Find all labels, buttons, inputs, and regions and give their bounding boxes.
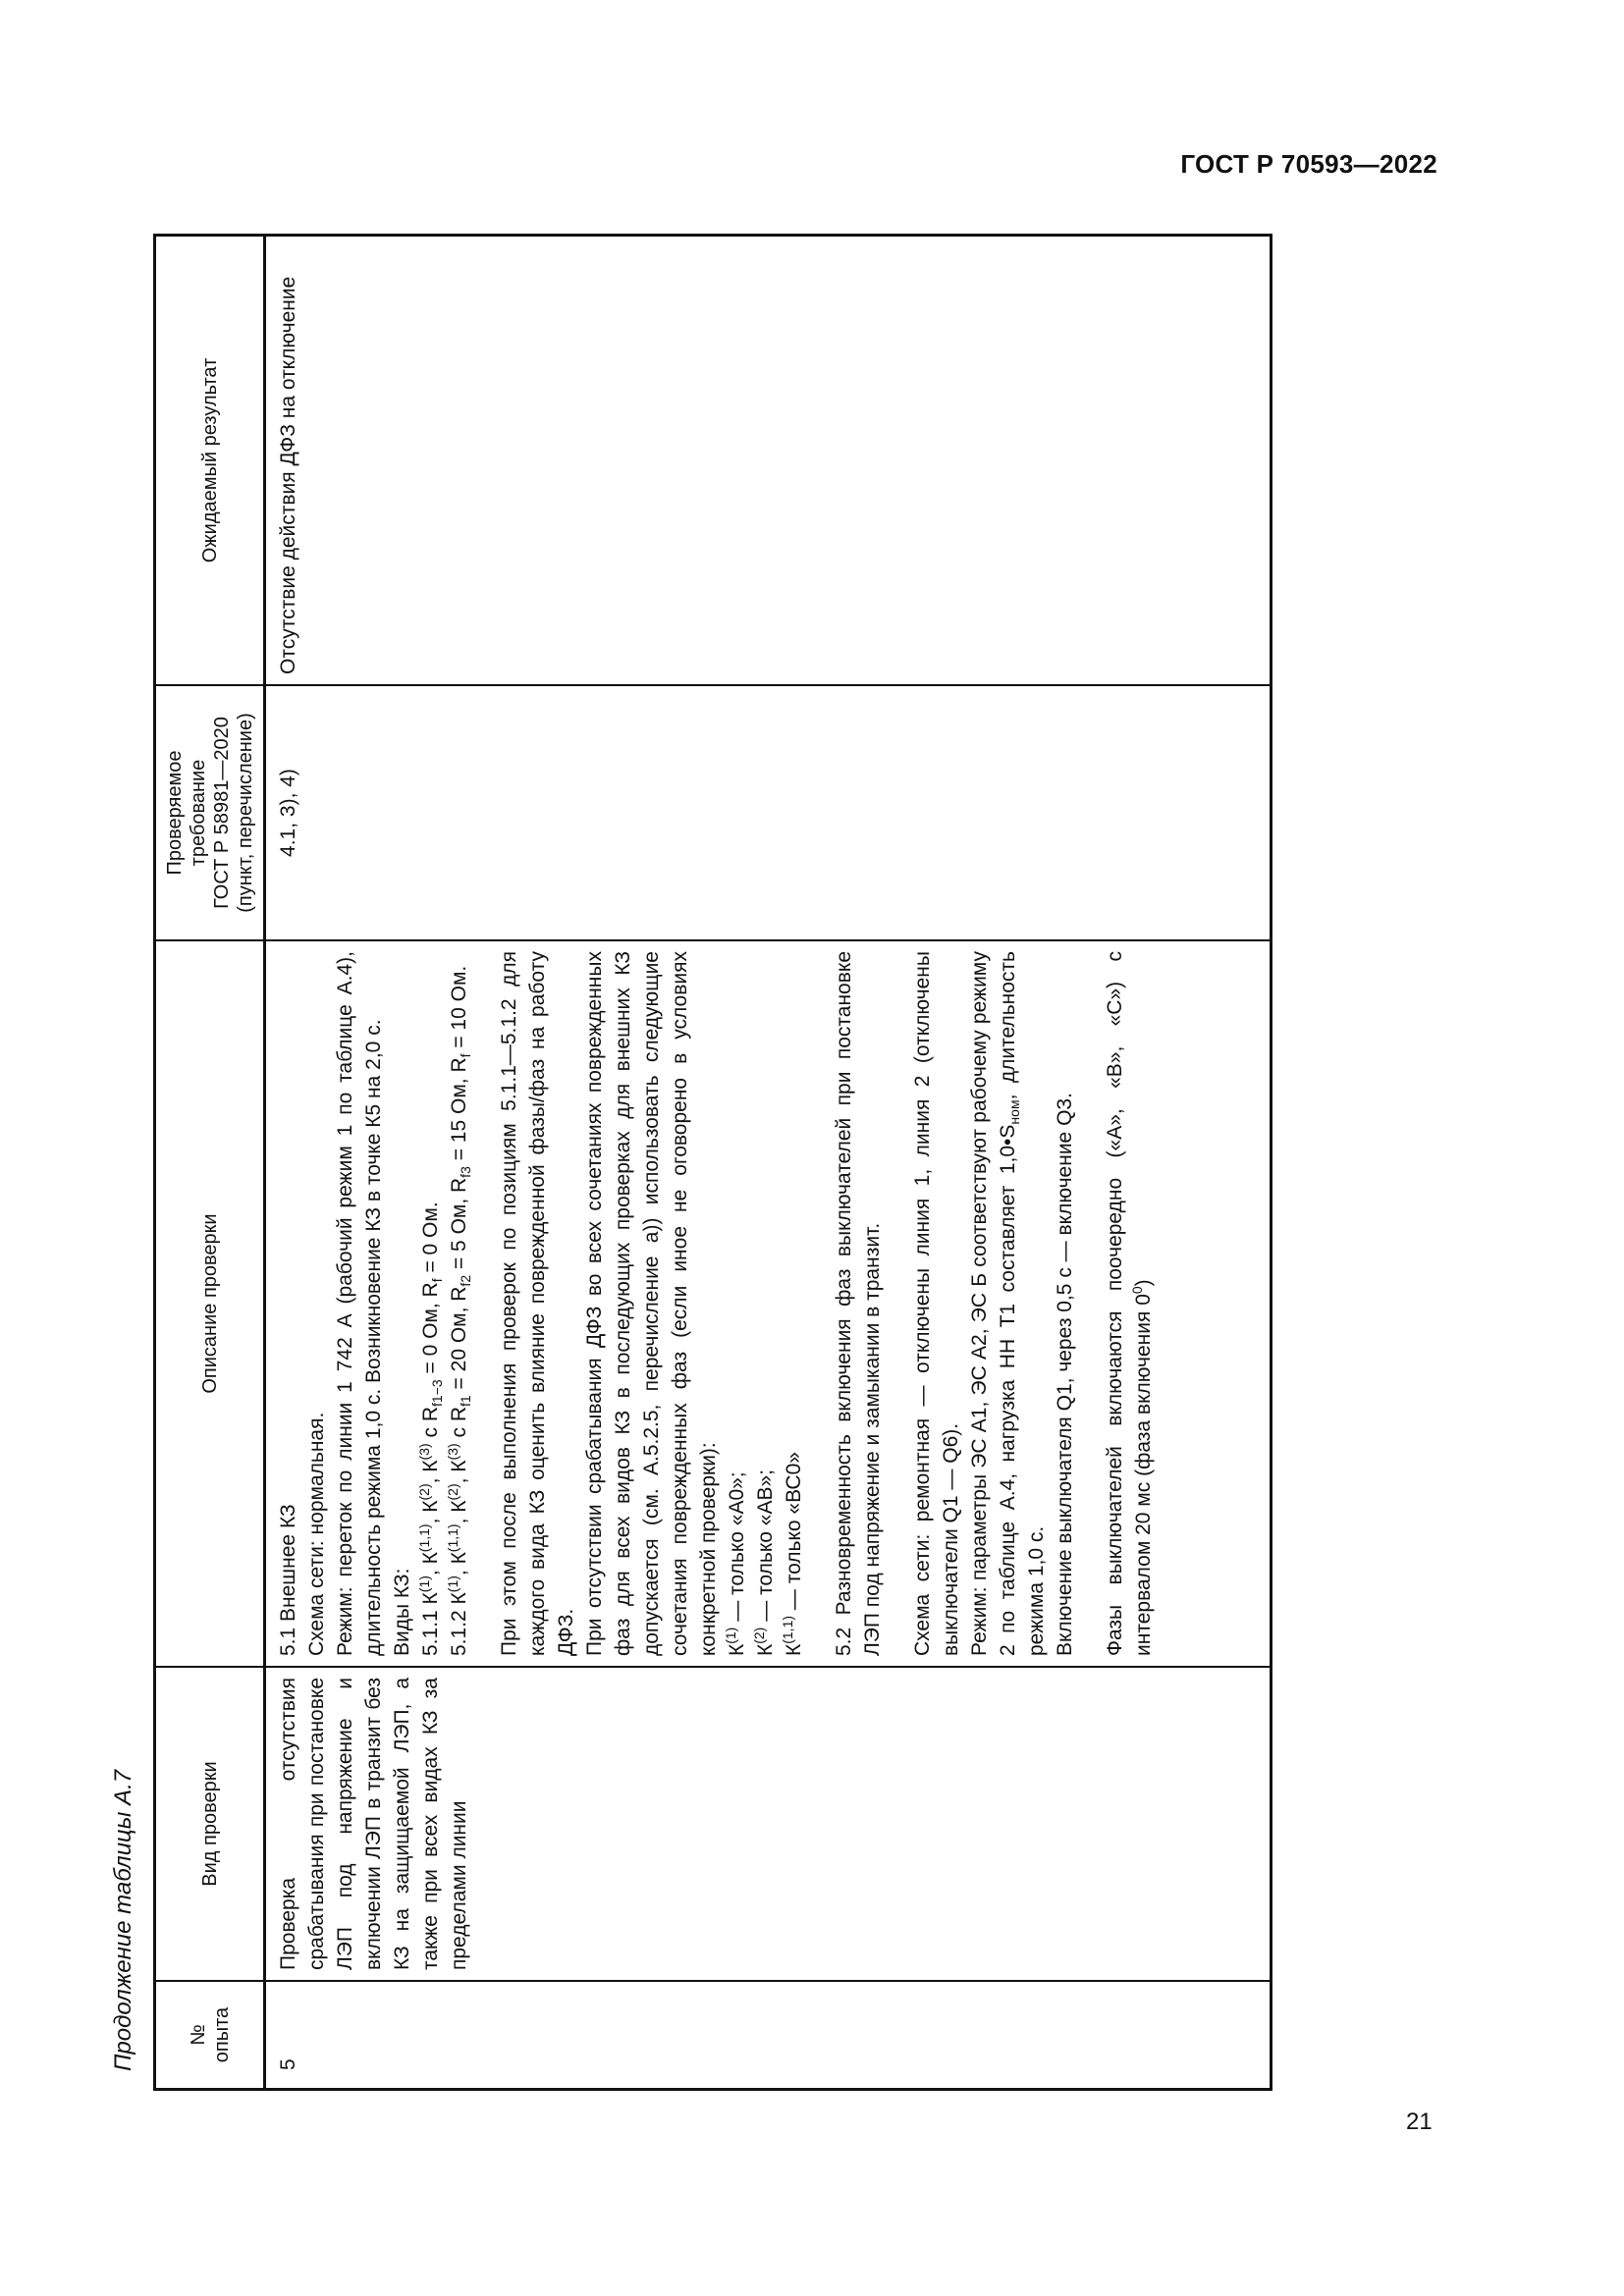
header-line: ГОСТ Р 58981—2020 — [210, 717, 233, 909]
desc-line — [1101, 951, 1158, 1656]
desc-line: При отсутствии срабатывания ДФЗ во всех сочетаниях поврежденных фаз для всех видов КЗ в последующих проверках для внешних КЗ допускается (см. А.5.2.5, перечисление а)) использовать следующие сочетания поврежденных фаз (если иное не оговорено в условиях конкретной проверки): — [583, 951, 720, 1656]
text-part: , К — [448, 1460, 470, 1484]
test-table — [153, 234, 1272, 2091]
document-header: ГОСТ Р 70593—2022 — [1180, 149, 1437, 179]
header-line: Ожидаемый результат — [198, 357, 221, 563]
header-requirement — [156, 684, 266, 939]
table-caption: Продолжение таблицы А.7 — [110, 1769, 136, 2071]
text-part: = 5 Ом, R — [448, 1177, 470, 1275]
text-part: = 20 Ом, R — [448, 1286, 470, 1396]
cell-requirement: 4.1, 3), 4) — [266, 684, 1270, 939]
text-sub: f3 — [458, 1166, 474, 1178]
text-part: Фазы выключателей включаются поочередно («А», «В», «С») с интервалом 20 мс (фаза включения 0 — [1104, 951, 1155, 1656]
text-sub: f1 — [458, 1395, 474, 1407]
desc-line — [751, 951, 780, 1656]
desc-line: Включение выключателя Q1, через 0,5 с — включение Q3. — [1054, 1093, 1076, 1656]
text-sup: (1,1) — [416, 1523, 432, 1553]
desc-line: При этом после выполнения проверок по позициям 5.1.1—5.1.2 для каждого вида КЗ оценить влияние поврежденной фазы/фаз на работу ДФЗ. — [498, 951, 577, 1656]
spacer — [808, 951, 830, 1656]
desc-line — [723, 951, 751, 1656]
header-line: Описание проверки — [198, 1213, 221, 1394]
desc-line: 5.2 Разновременность включения фаз выключателей при постановке ЛЭП под напряжение и замыкании в транзит. — [833, 951, 884, 1656]
desc-line: Схема сети: ремонтная — отключены линия 1, линия 2 (отключены выключатели Q1 — Q6). — [911, 951, 962, 1656]
text-part: , К — [419, 1500, 442, 1524]
text-sub: ном — [1006, 1099, 1023, 1125]
text-part: К — [726, 1643, 748, 1656]
header-check-type — [156, 1666, 266, 1980]
header-line: требование — [187, 759, 209, 867]
text-part: Режим: параметры ЭС А1, ЭС А2, ЭС Б соответствуют рабочему режиму 2 по таблице А.4, нагрузка НН Т1 составляет 1,0•S — [968, 951, 1019, 1656]
desc-line — [416, 951, 445, 1656]
spacer — [473, 951, 495, 1656]
desc-line: 5.1 Внешнее КЗ — [277, 1504, 299, 1656]
header-line: Вид проверки — [198, 1761, 221, 1887]
cell-check-type: Проверка отсутствия срабатывания при постановке ЛЭП под напряжение и включении ЛЭП в транзит без КЗ на защищаемой ЛЭП, а также при всех видах КЗ за пределами линии — [266, 1666, 1270, 1980]
header-line: № — [187, 2024, 209, 2046]
text-part: , К — [448, 1500, 470, 1524]
desc-line — [780, 951, 808, 1656]
desc-line: Режим: переток по линии 1 742 А (рабочий режим 1 по таблице А.4), длительность режима 1,0 с. Возникновение КЗ в точке К5 на 2,0 с. — [334, 951, 385, 1656]
text-sup: (1) — [723, 1627, 738, 1644]
text-sup: (2) — [751, 1627, 767, 1644]
text-sup: (1) — [445, 1575, 460, 1593]
text-sup: (2) — [416, 1483, 432, 1501]
text-sup: (1,1) — [445, 1523, 460, 1553]
rotated-table-block — [98, 226, 1276, 2091]
text-part: 5.1.2 К — [448, 1592, 470, 1656]
text-sub: f — [458, 1053, 474, 1058]
text-part: , К — [419, 1460, 442, 1484]
text-part: — только «АВ»; — [754, 1469, 777, 1628]
page-number: 21 — [1406, 2109, 1433, 2135]
text-sup: (3) — [416, 1443, 432, 1461]
text-sup: (3) — [445, 1443, 460, 1461]
text-part: с R — [448, 1406, 470, 1444]
text-part: К — [754, 1643, 777, 1656]
text-part: = 0 Ом, R — [419, 1282, 442, 1380]
text-sup: 0 — [1129, 1286, 1145, 1295]
desc-line: Схема сети: нормальная. — [305, 1412, 328, 1656]
text-part: = 10 Ом. — [448, 965, 470, 1054]
text-part: , К — [419, 1552, 442, 1576]
text-sup: (2) — [445, 1483, 460, 1501]
text-part: = 0 Ом. — [419, 1201, 442, 1279]
text-sub: f — [429, 1278, 446, 1283]
header-line: опыта — [210, 2006, 233, 2063]
text-part: ) — [1132, 1279, 1155, 1287]
header-test-number — [156, 1980, 266, 2088]
spacer — [887, 951, 908, 1656]
desc-line — [445, 951, 473, 1656]
header-line: (пункт, перечисление) — [234, 713, 256, 913]
spacer — [1079, 951, 1101, 1656]
desc-line: Виды КЗ: — [391, 1568, 413, 1656]
text-sub: f2 — [458, 1274, 474, 1287]
text-sub: f1−3 — [429, 1379, 446, 1407]
text-part: — только «А0»; — [726, 1471, 748, 1628]
text-part: , К — [448, 1552, 470, 1576]
cell-check-description — [266, 939, 1270, 1666]
cell-expected-result: Отсутствие действия ДФЗ на отключение — [277, 276, 299, 674]
header-expected-result — [156, 237, 266, 684]
text-part: , длительность режима 1,0 с. — [997, 951, 1048, 1656]
text-sup: (1) — [416, 1575, 432, 1593]
header-check-description — [156, 939, 266, 1666]
desc-line — [965, 951, 1051, 1656]
text-part: = 15 Ом, R — [448, 1057, 470, 1167]
text-part: 5.1.1 К — [419, 1592, 442, 1656]
text-sup: (1,1) — [780, 1615, 795, 1644]
text-part: К — [783, 1643, 805, 1656]
cell-test-number: 5 — [266, 1980, 1270, 2088]
text-part: — только «ВС0» — [783, 1452, 805, 1616]
header-line: Проверяемое — [163, 750, 186, 876]
text-part: с R — [419, 1406, 442, 1444]
